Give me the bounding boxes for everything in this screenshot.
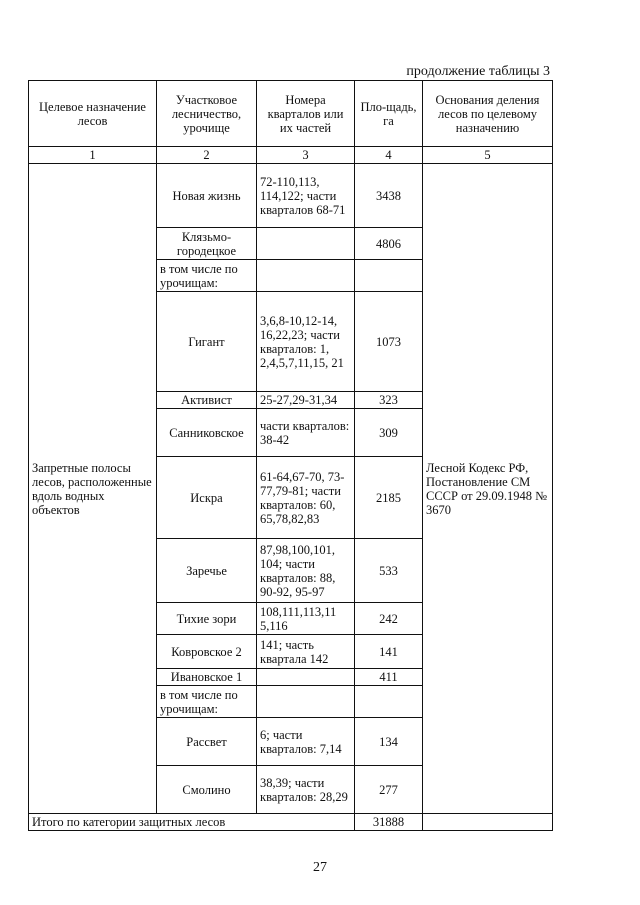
area-cell: 3438 [355,164,423,228]
quarters-cell: 61-64,67-70, 73-77,79-81; части кварталов: 60, 65,78,82,83 [257,457,355,539]
quarters-cell: части кварталов: 38-42 [257,409,355,457]
forestry-name: в том числе по урочищам: [157,260,257,292]
col-num-5: 5 [423,147,553,164]
quarters-cell: 108,111,113,11 5,116 [257,603,355,635]
table-caption: продолжение таблицы 3 [406,64,550,79]
total-basis-empty [423,814,553,831]
forest-table [28,80,553,831]
quarters-cell: 87,98,100,101, 104; части кварталов: 88, 90-92, 95-97 [257,539,355,603]
header-forestry: Участковое лесничество, урочище [157,81,257,147]
area-cell: 1073 [355,292,423,392]
area-cell: 134 [355,718,423,766]
area-cell: 141 [355,635,423,669]
quarters-cell [257,228,355,260]
header-basis: Основания деления лесов по целевому назначению [423,81,553,147]
col-num-1: 1 [29,147,157,164]
forestry-name: Новая жизнь [157,164,257,228]
header-quarters: Номера кварталов или их частей [257,81,355,147]
area-cell [355,686,423,718]
area-cell: 277 [355,766,423,814]
forestry-name: Ковровское 2 [157,635,257,669]
quarters-cell: 72-110,113, 114,122; части кварталов 68-71 [257,164,355,228]
forestry-name: Рассвет [157,718,257,766]
forestry-name: Заречье [157,539,257,603]
area-cell: 2185 [355,457,423,539]
quarters-cell: 3,6,8-10,12-14, 16,22,23; части кварталов: 1, 2,4,5,7,11,15, 21 [257,292,355,392]
forestry-name: Искра [157,457,257,539]
forestry-name: Клязьмо-городецкое [157,228,257,260]
basis-cell: Лесной Кодекс РФ, Постановление СМ СССР от 29.09.1948 № 3670 [423,164,553,814]
forestry-name: Гигант [157,292,257,392]
forestry-name: Тихие зори [157,603,257,635]
area-cell: 4806 [355,228,423,260]
total-label: Итого по категории защитных лесов [29,814,355,831]
quarters-cell [257,669,355,686]
area-cell: 411 [355,669,423,686]
area-cell: 323 [355,392,423,409]
table-row [29,164,553,228]
quarters-cell: 141; часть квартала 142 [257,635,355,669]
total-row [29,814,553,831]
area-cell: 242 [355,603,423,635]
column-number-row [29,147,553,164]
forestry-name: Активист [157,392,257,409]
header-purpose: Целевое назначение лесов [29,81,157,147]
quarters-cell: 38,39; части кварталов: 28,29 [257,766,355,814]
area-cell [355,260,423,292]
col-num-3: 3 [257,147,355,164]
quarters-cell: 6; части кварталов: 7,14 [257,718,355,766]
purpose-cell: Запретные полосы лесов, расположенные вдоль водных объектов [29,164,157,814]
header-area: Пло-щадь, га [355,81,423,147]
forestry-name: Смолино [157,766,257,814]
area-cell: 533 [355,539,423,603]
quarters-cell [257,260,355,292]
forestry-name: Ивановское 1 [157,669,257,686]
col-num-4: 4 [355,147,423,164]
col-num-2: 2 [157,147,257,164]
header-row [29,81,553,147]
forestry-name: в том числе по урочищам: [157,686,257,718]
total-area: 31888 [355,814,423,831]
quarters-cell: 25-27,29-31,34 [257,392,355,409]
area-cell: 309 [355,409,423,457]
forestry-name: Санниковское [157,409,257,457]
page-number: 27 [313,860,327,875]
quarters-cell [257,686,355,718]
